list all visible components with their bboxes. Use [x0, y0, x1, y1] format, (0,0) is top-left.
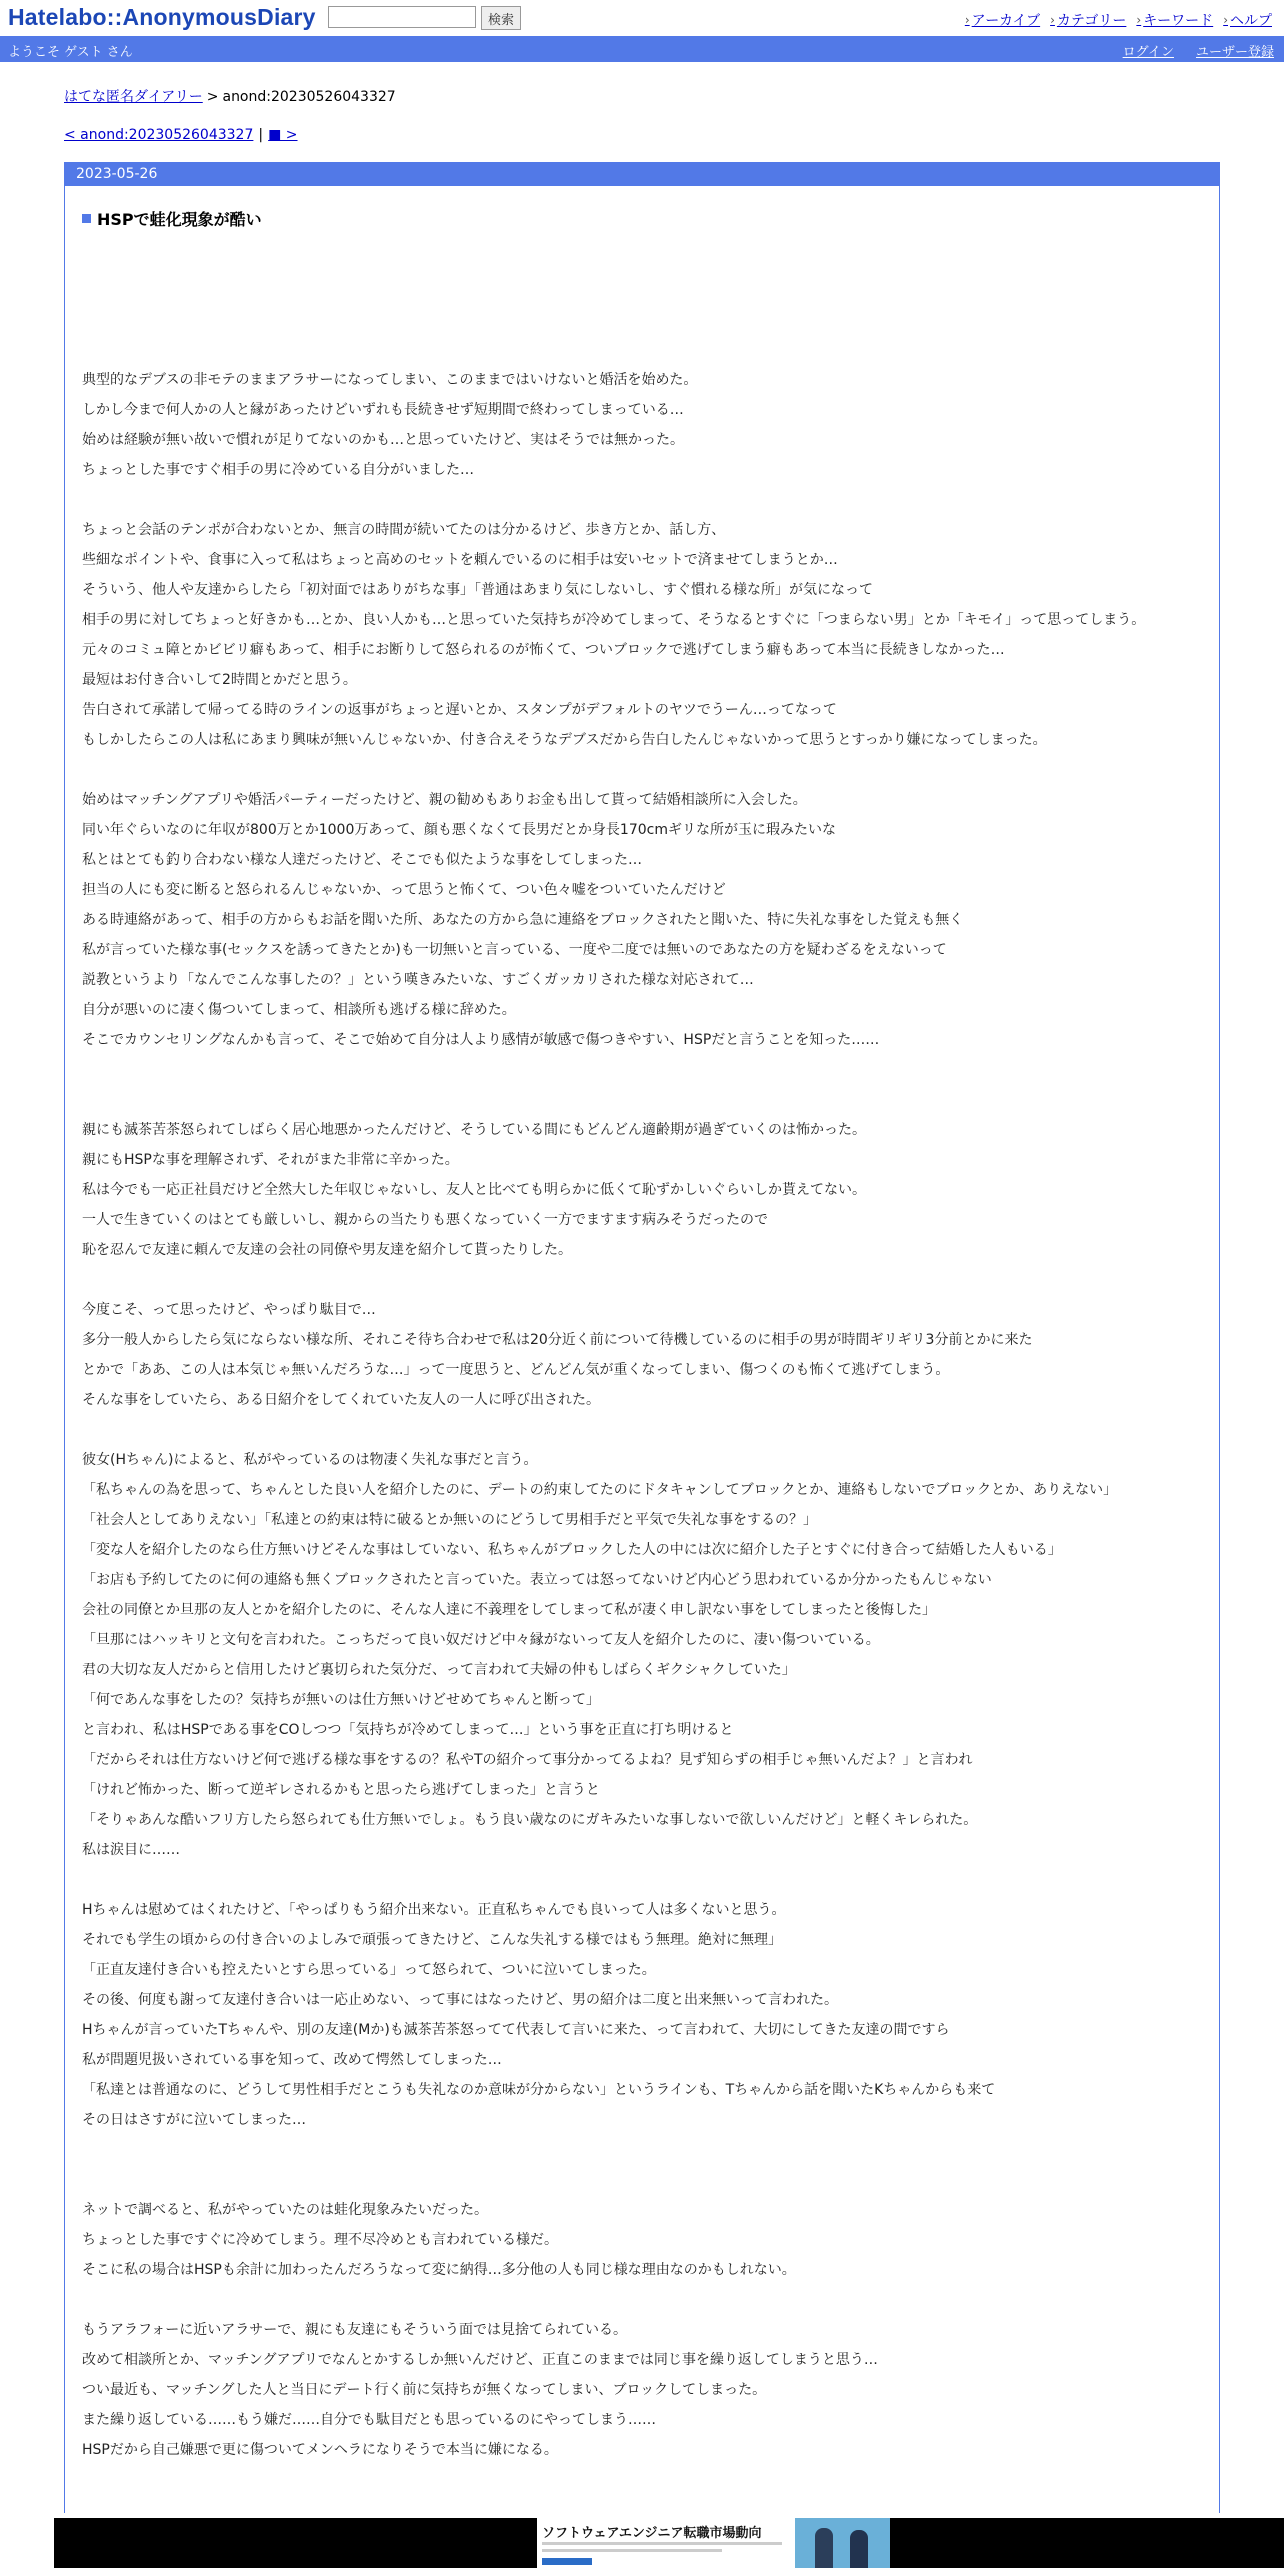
chevron-right-icon: ›	[1050, 13, 1055, 27]
paragraph-spacer	[82, 1871, 1212, 1901]
body-line: 君の大切な友人だからと信用したけど裏切られた気分だ、って言われて夫婦の仲もしばらくギクシャクしていた」	[82, 1662, 796, 1678]
top-header	[0, 0, 1284, 36]
body-line: 改めて相談所とか、マッチングアプリでなんとかするしか無いんだけど、正直このままでは同じ事を繰り返してしまうと思う…	[82, 2352, 878, 2368]
ad-tag	[542, 2558, 592, 2565]
body-line: そこに私の場合はHSPも余計に加わったんだろうなって変に納得…多分他の人も同じ様な理由なのかもしれない。	[82, 2262, 796, 2278]
prev-entry-link[interactable]: < anond:20230526043327	[64, 127, 254, 143]
body-line: 始めは経験が無い故いで慣れが足りてないのかも…と思っていたけど、実はそうでは無かった。	[82, 432, 684, 448]
body-line: ちょっと会話のテンポが合わないとか、無言の時間が続いてたのは分かるけど、歩き方とか、話し方、	[82, 522, 726, 538]
body-line: とかで「ああ、この人は本気じゃ無いんだろうな…」って一度思うと、どんどん気が重くなってしまい、傷つくのも怖くて逃げてしまう。	[82, 1362, 950, 1378]
body-line: 「私ちゃんの為を思って、ちゃんとした良い人を紹介したのに、デートの約束してたのにドタキャンしてブロックとか、連絡もしないでブロックとか、ありえない」	[82, 1482, 1118, 1498]
body-line: Hちゃんは慰めてはくれたけど、「やっぱりもう紹介出来ない。正直私ちゃんでも良いって人は多くないと思う。	[82, 1902, 786, 1918]
body-line: 親にも滅茶苦茶怒られてしばらく居心地悪かったんだけど、そうしている間にもどんどん適齢期が過ぎていくのは怖かった。	[82, 1122, 866, 1138]
welcome-text: ようこそ ゲスト さん	[8, 45, 133, 60]
body-line: 私が言っていた様な事(セックスを誘ってきたとか)も一切無いと言っている、一度や二度では無いのであなたの方を疑わざるをえないって	[82, 942, 947, 958]
body-line: 多分一般人からしたら気にならない様な所、それこそ待ち合わせで私は20分近く前について待機しているのに相手の男が時間ギリギリ3分前とかに来た	[82, 1332, 1033, 1348]
body-line: 私とはとても釣り合わない様な人達だったけど、そこでも似たような事をしてしまった…	[82, 852, 642, 868]
ad-text-line	[542, 2542, 782, 2545]
body-line: 告白されて承諾して帰ってる時のラインの返事がちょっと遅いとか、スタンプがデフォルトのヤツでうーん…ってなって	[82, 702, 837, 718]
body-line: 元々のコミュ障とかビビリ癖もあって、相手にお断りして怒られるのが怖くて、ついブロックで逃げてしまう癖もあって本当に長続きしなかった…	[82, 642, 1005, 658]
body-line: 「そりゃあんな酷いフリ方したら怒られても仕方無いでしょ。もう良い歳なのにガキみたいな事しないで欲しいんだけど」と軽くキレられた。	[82, 1812, 978, 1828]
top-nav	[965, 10, 1272, 30]
nav-archive-label: アーカイブ	[971, 13, 1041, 29]
body-line: その後、何度も謝って友達付き合いは一応止めない、って事にはなったけど、男の紹介は二度と出来無いって言われた。	[82, 1992, 838, 2008]
register-link[interactable]: ユーザー登録	[1195, 45, 1274, 60]
body-line: 親にもHSPな事を理解されず、それがまた非常に辛かった。	[82, 1152, 459, 1168]
breadcrumb-current: anond:20230526043327	[222, 89, 396, 105]
entry-pager	[64, 127, 298, 143]
body-line: そこでカウンセリングなんかも言って、そこで始めて自分は人より感情が敏感で傷つきやすい、HSPだと言うことを知った……	[82, 1032, 880, 1048]
body-line: 会社の同僚とか旦那の友人とかを紹介したのに、そんな人達に不義理をしてしまって私が凄く申し訳ない事をしてしまったと後悔した」	[82, 1602, 936, 1618]
breadcrumb-separator: >	[206, 89, 219, 105]
ad-banner[interactable]	[54, 2518, 1284, 2568]
ad-title: ソフトウェアエンジニア転職市場動向	[542, 2526, 762, 2541]
body-line: 「お店も予約してたのに何の連絡も無くブロックされたと言っていた。表立っては怒ってないけど内心どう思われているか分かったもんじゃない	[82, 1572, 992, 1588]
site-logo[interactable]: Hatelabo::AnonymousDiary	[8, 4, 316, 30]
body-line: もうアラフォーに近いアラサーで、親にも友達にもそういう面では見捨てられている。	[82, 2322, 628, 2338]
body-line: と言われ、私はHSPである事をCOしつつ「気持ちが冷めてしまって…」という事を正直に打ち明けると	[82, 1722, 734, 1738]
paragraph-spacer	[82, 1061, 1212, 1121]
body-line: 説教というより「なんでこんな事したの？」という嘆きみたいな、すごくガッカリされた様な対応されて…	[82, 972, 754, 988]
body-line: 自分が悪いのに凄く傷ついてしまって、相談所も逃げる様に辞めた。	[82, 1002, 516, 1018]
body-line: 些細なポイントや、食事に入って私はちょっと高めのセットを頼んでいるのに相手は安いセットで済ませてしまうとか…	[82, 552, 838, 568]
paragraph-spacer	[82, 761, 1212, 791]
square-bullet-icon[interactable]	[82, 214, 91, 223]
entry-title	[82, 207, 262, 230]
paragraph-spacer	[82, 1421, 1212, 1451]
breadcrumb-home-link[interactable]: はてな匿名ダイアリー	[64, 89, 203, 105]
nav-archive-link[interactable]	[965, 10, 1040, 30]
body-line: つい最近も、マッチングした人と当日にデート行く前に気持ちが無くなってしまい、ブロックしてしまった。	[82, 2382, 767, 2398]
body-line: 「旦那にはハッキリと文句を言われた。こっちだって良い奴だけど中々縁がないって友人を紹介したのに、凄い傷ついている。	[82, 1632, 880, 1648]
body-line: 私は今でも一応正社員だけど全然大した年収じゃないし、友人と比べても明らかに低くて恥ずかしいぐらいしか貰えてない。	[82, 1182, 866, 1198]
chevron-right-icon: ›	[964, 13, 970, 27]
body-line: ある時連絡があって、相手の方からもお話を聞いた所、あなたの方から急に連絡をブロックされたと聞いた、特に失礼な事をした覚えも無く	[82, 912, 964, 928]
body-line: HSPだから自己嫌悪で更に傷ついてメンヘラになりそうで本当に嫌になる。	[82, 2442, 558, 2458]
body-line: 「社会人としてありえない」「私達との約束は特に破るとか無いのにどうして男相手だと平気で失礼な事をするの？」	[82, 1512, 817, 1528]
ad-text-line	[542, 2549, 722, 2552]
paragraph-spacer	[82, 2141, 1212, 2201]
paragraph-spacer	[82, 2291, 1212, 2321]
user-bar	[0, 36, 1284, 62]
login-link[interactable]: ログイン	[1122, 45, 1174, 60]
ad-image[interactable]	[795, 2518, 890, 2568]
search-input[interactable]	[328, 6, 476, 28]
body-line: 彼女(Hちゃん)によると、私がやっているのは物凄く失礼な事だと言う。	[82, 1452, 538, 1468]
breadcrumb	[64, 86, 396, 106]
body-line: そういう、他人や友達からしたら「初対面ではありがちな事」「普通はあまり気にしないし、すぐ慣れる様な所」が気になって	[82, 582, 873, 598]
ad-card[interactable]	[537, 2518, 795, 2568]
ad-person-figure	[815, 2528, 833, 2568]
body-line: もしかしたらこの人は私にあまり興味が無いんじゃないか、付き合えそうなデブスだから告白したんじゃないかって思うとすっかり嫌になってしまった。	[82, 732, 1047, 748]
paragraph-spacer	[82, 491, 1212, 521]
body-line: 「変な人を紹介したのなら仕方無いけどそんな事はしていない、私ちゃんがブロックした人の中には次に紹介した子とすぐに付き合って結婚した人もいる」	[82, 1542, 1062, 1558]
chevron-right-icon: ›	[1223, 13, 1228, 27]
chevron-right-icon: ›	[1136, 13, 1142, 27]
day-section	[64, 162, 1220, 2513]
day-date: 2023-05-26	[65, 163, 1219, 186]
body-line: 私は涙目に……	[82, 1842, 180, 1858]
body-line: 「何であんな事をしたの？気持ちが無いのは仕方無いけどせめてちゃんと断って」	[82, 1692, 600, 1708]
body-line: 相手の男に対してちょっと好きかも…とか、良い人かも…と思っていた気持ちが冷めてしまって、そうなるとすぐに「つまらない男」とか「キモイ」って思ってしまう。	[82, 612, 1146, 628]
nav-help-link[interactable]	[1223, 10, 1272, 30]
user-links	[1123, 41, 1274, 60]
body-line: 恥を忍んで友達に頼んで友達の会社の同僚や男友達を紹介して貰ったりした。	[82, 1242, 572, 1258]
body-line: しかし今まで何人かの人と縁があったけどいずれも長続きせず短期間で終わってしまっている…	[82, 402, 684, 418]
body-line: 最短はお付き合いして2時間とかだと思う。	[82, 672, 357, 688]
body-line: 今度こそ、って思ったけど、やっぱり駄目で…	[82, 1302, 376, 1318]
body-line: それでも学生の頃からの付き合いのよしみで頑張ってきたけど、こんな失礼する様ではもう無理。絶対に無理」	[82, 1932, 782, 1948]
body-line: ちょっとした事ですぐ相手の男に冷めている自分がいました…	[82, 462, 474, 478]
body-line: 「けれど怖かった、断って逆ギレされるかもと思ったら逃げてしまった」と言うと	[82, 1782, 600, 1798]
ad-person-figure	[850, 2530, 868, 2568]
body-line: 「だからそれは仕方ないけど何で逃げる様な事をするの？私やTの紹介って事分かってるよね？見ず知らずの相手じゃ無いんだよ？」と言われ	[82, 1752, 973, 1768]
body-line: 一人で生きていくのはとても厳しいし、親からの当たりも悪くなっていく一方でますます病みそうだったので	[82, 1212, 768, 1228]
nav-keyword-link[interactable]	[1136, 10, 1213, 30]
nav-keyword-label: キーワード	[1143, 13, 1214, 29]
next-entry-link[interactable]: ■ >	[268, 127, 298, 143]
search-button[interactable]: 検索	[481, 6, 521, 30]
nav-help-label: ヘルプ	[1230, 13, 1272, 29]
pager-divider: |	[258, 127, 264, 143]
body-line: 「私達とは普通なのに、どうして男性相手だとこうも失礼なのか意味が分からない」というラインも、Tちゃんから話を聞いたKちゃんからも来て	[82, 2082, 996, 2098]
body-line: ネットで調べると、私がやっていたのは蛙化現象みたいだった。	[82, 2202, 488, 2218]
nav-category-label: カテゴリー	[1056, 13, 1127, 29]
body-line: その日はさすがに泣いてしまった…	[82, 2112, 306, 2128]
body-line: 始めはマッチングアプリや婚活パーティーだったけど、親の勧めもありお金も出して貰って結婚相談所に入会した。	[82, 792, 807, 808]
paragraph-spacer	[82, 1271, 1212, 1301]
body-line: Hちゃんが言っていたTちゃんや、別の友達(Mか)も滅茶苦茶怒ってて代表して言いに来た、って言われて、大切にしてきた友達の間ですら	[82, 2022, 950, 2038]
body-line: 「正直友達付き合いも控えたいとすら思っている」って怒られて、ついに泣いてしまった。	[82, 1962, 656, 1978]
entry-title-text: HSPで蛙化現象が酷い	[97, 210, 262, 229]
entry-body	[82, 371, 1212, 2471]
body-line: 典型的なデブスの非モテのままアラサーになってしまい、このままではいけないと婚活を始めた。	[82, 372, 698, 388]
body-line: そんな事をしていたら、ある日紹介をしてくれていた友人の一人に呼び出された。	[82, 1392, 600, 1408]
nav-category-link[interactable]	[1050, 10, 1126, 30]
body-line: 担当の人にも変に断ると怒られるんじゃないか、って思うと怖くて、つい色々嘘をついていたんだけど	[82, 882, 726, 898]
body-line: ちょっとした事ですぐに冷めてしまう。理不尽冷めとも言われている様だ。	[82, 2232, 558, 2248]
body-line: 同い年ぐらいなのに年収が800万とか1000万あって、顔も悪くなくて長男だとか身長170cmギリな所が玉に瑕みたいな	[82, 822, 836, 838]
body-line: また繰り返している……もう嫌だ……自分でも駄目だとも思っているのにやってしまう……	[82, 2412, 656, 2428]
body-line: 私が問題児扱いされている事を知って、改めて愕然してしまった…	[82, 2052, 502, 2068]
